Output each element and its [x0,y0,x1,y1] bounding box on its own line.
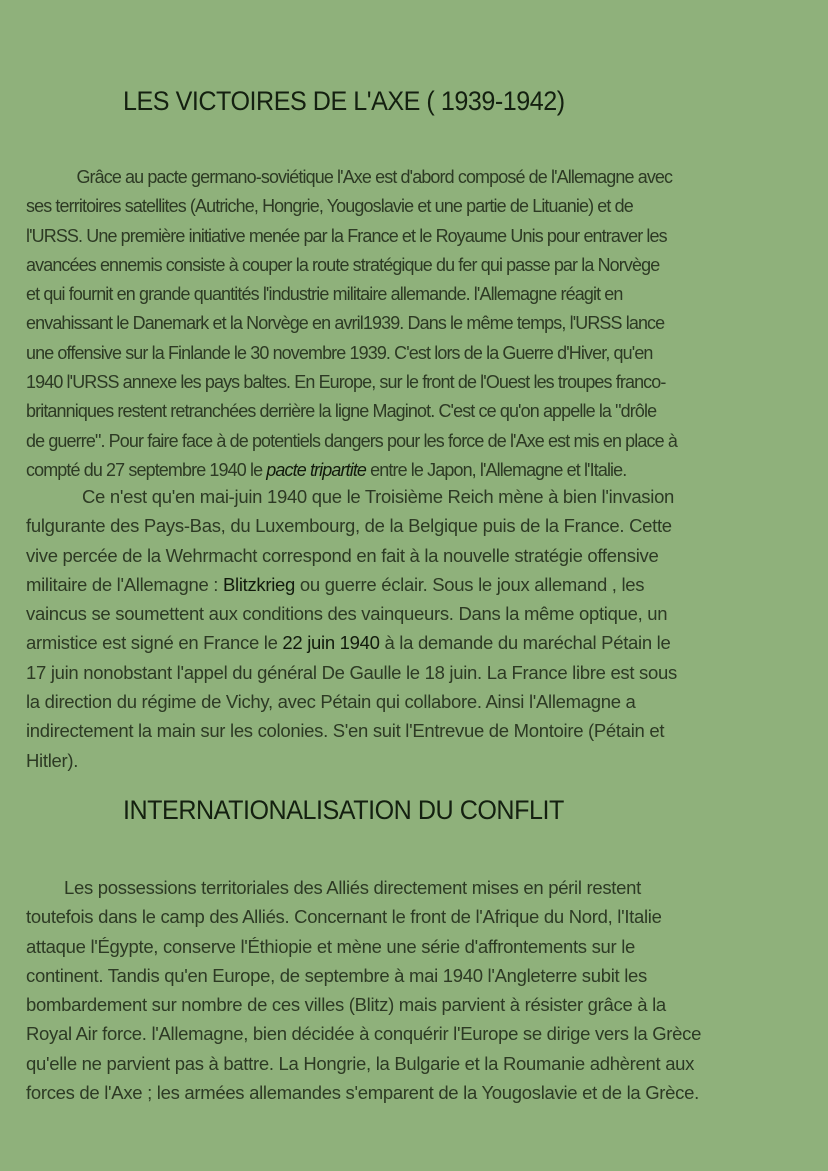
text-line: Royal Air force. l'Allemagne, bien décidée à conquérir l'Europe se dirige vers la Grèce [26,1023,702,1045]
section-title-axis-victories: LES VICTOIRES DE L'AXE ( 1939-1942) [123,86,565,116]
text-line: Les possessions territoriales des Alliés directement mises en péril restent [64,877,641,898]
text-line: vive percée de la Wehrmacht correspond en fait à la nouvelle stratégie offensive [26,544,659,566]
text-line: de guerre". Pour faire face à de potentiels dangers pour les force de l'Axe est mis en place à [26,429,677,451]
text-line: forces de l'Axe ; les armées allemandes s'emparent de la Yougoslavie et de la Grèce. [26,1082,699,1104]
text-line: la direction du régime de Vichy, avec Pétain qui collabore. Ainsi l'Allemagne a [26,691,636,713]
text-line: bombardement sur nombre de ces villes (Blitz) mais parvient à résister grâce à la [26,994,666,1016]
section-title-internationalisation: INTERNATIONALISATION DU CONFLIT [123,795,564,825]
text-line: Grâce au pacte germano-soviétique l'Axe est d'abord composé de l'Allemagne avec [76,166,673,187]
italic-term-pacte-tripartite: pacte tripartite [266,458,367,480]
text-line [26,455,826,484]
text-line: toutefois dans le camp des Alliés. Concernant le front de l'Afrique du Nord, l'Italie [26,906,662,928]
text-line: vaincus se soumettent aux conditions des vainqueurs. Dans la même optique, un [26,603,668,625]
text-line [26,570,826,599]
text-segment: entre le Japon, l'Allemagne et l'Italie. [366,458,627,480]
text-line: l'URSS. Une première initiative menée par la France et le Royaume Unis pour entraver les [26,224,667,246]
emphasized-term-blitzkrieg: Blitzkrieg [222,573,296,595]
paragraph-blitzkrieg [26,482,826,775]
emphasized-date-armistice: 22 juin 1940 [282,632,380,654]
text-line: attaque l'Égypte, conserve l'Éthiopie et mène une série d'affrontements sur le [26,935,636,957]
text-line: avancées ennemis consiste à couper la route stratégique du fer qui passe par la Norvège [26,253,660,275]
text-line: continent. Tandis qu'en Europe, de septembre à mai 1940 l'Angleterre subit les [26,964,647,986]
text-line: britanniques restent retranchées derrière la ligne Maginot. C'est ce qu'on appelle la "drôle [26,400,657,422]
text-line: 1940 l'URSS annexe les pays baltes. En Europe, sur le front de l'Ouest les troupes franco- [26,371,666,393]
text-line: fulgurante des Pays-Bas, du Luxembourg, de la Belgique puis de la France. Cette [26,515,672,537]
text-line [26,628,826,657]
text-line: indirectement la main sur les colonies. S'en suit l'Entrevue de Montoire (Pétain et [26,720,665,742]
text-segment: armistice est signé en France le [26,632,283,654]
text-line: 17 juin nonobstant l'appel du général De Gaulle le 18 juin. La France libre est sous [26,661,677,683]
paragraph-internationalisation [26,873,826,1107]
text-segment: ou guerre éclair. Sous le joux allemand , les [295,573,645,595]
text-segment: à la demande du maréchal Pétain le [379,632,671,654]
text-line: Ce n'est qu'en mai-juin 1940 que le Troisième Reich mène à bien l'invasion [82,486,675,507]
text-line: une offensive sur la Finlande le 30 novembre 1939. C'est lors de la Guerre d'Hiver, qu'en [26,341,653,363]
text-segment: militaire de l'Allemagne : [26,573,223,595]
text-segment: compté du 27 septembre 1940 le [26,458,267,480]
text-line: envahissant le Danemark et la Norvège en avril1939. Dans le même temps, l'URSS lance [26,312,665,334]
text-line: et qui fournit en grande quantités l'industrie militaire allemande. l'Allemagne réagit en [26,283,623,305]
paragraph-axis-composition [26,162,826,484]
text-line: qu'elle ne parvient pas à battre. La Hongrie, la Bulgarie et la Roumanie adhèrent aux [26,1052,695,1074]
text-line: ses territoires satellites (Autriche, Hongrie, Yougoslavie et une partie de Lituanie) et de [26,195,633,217]
text-line: Hitler). [26,749,79,771]
